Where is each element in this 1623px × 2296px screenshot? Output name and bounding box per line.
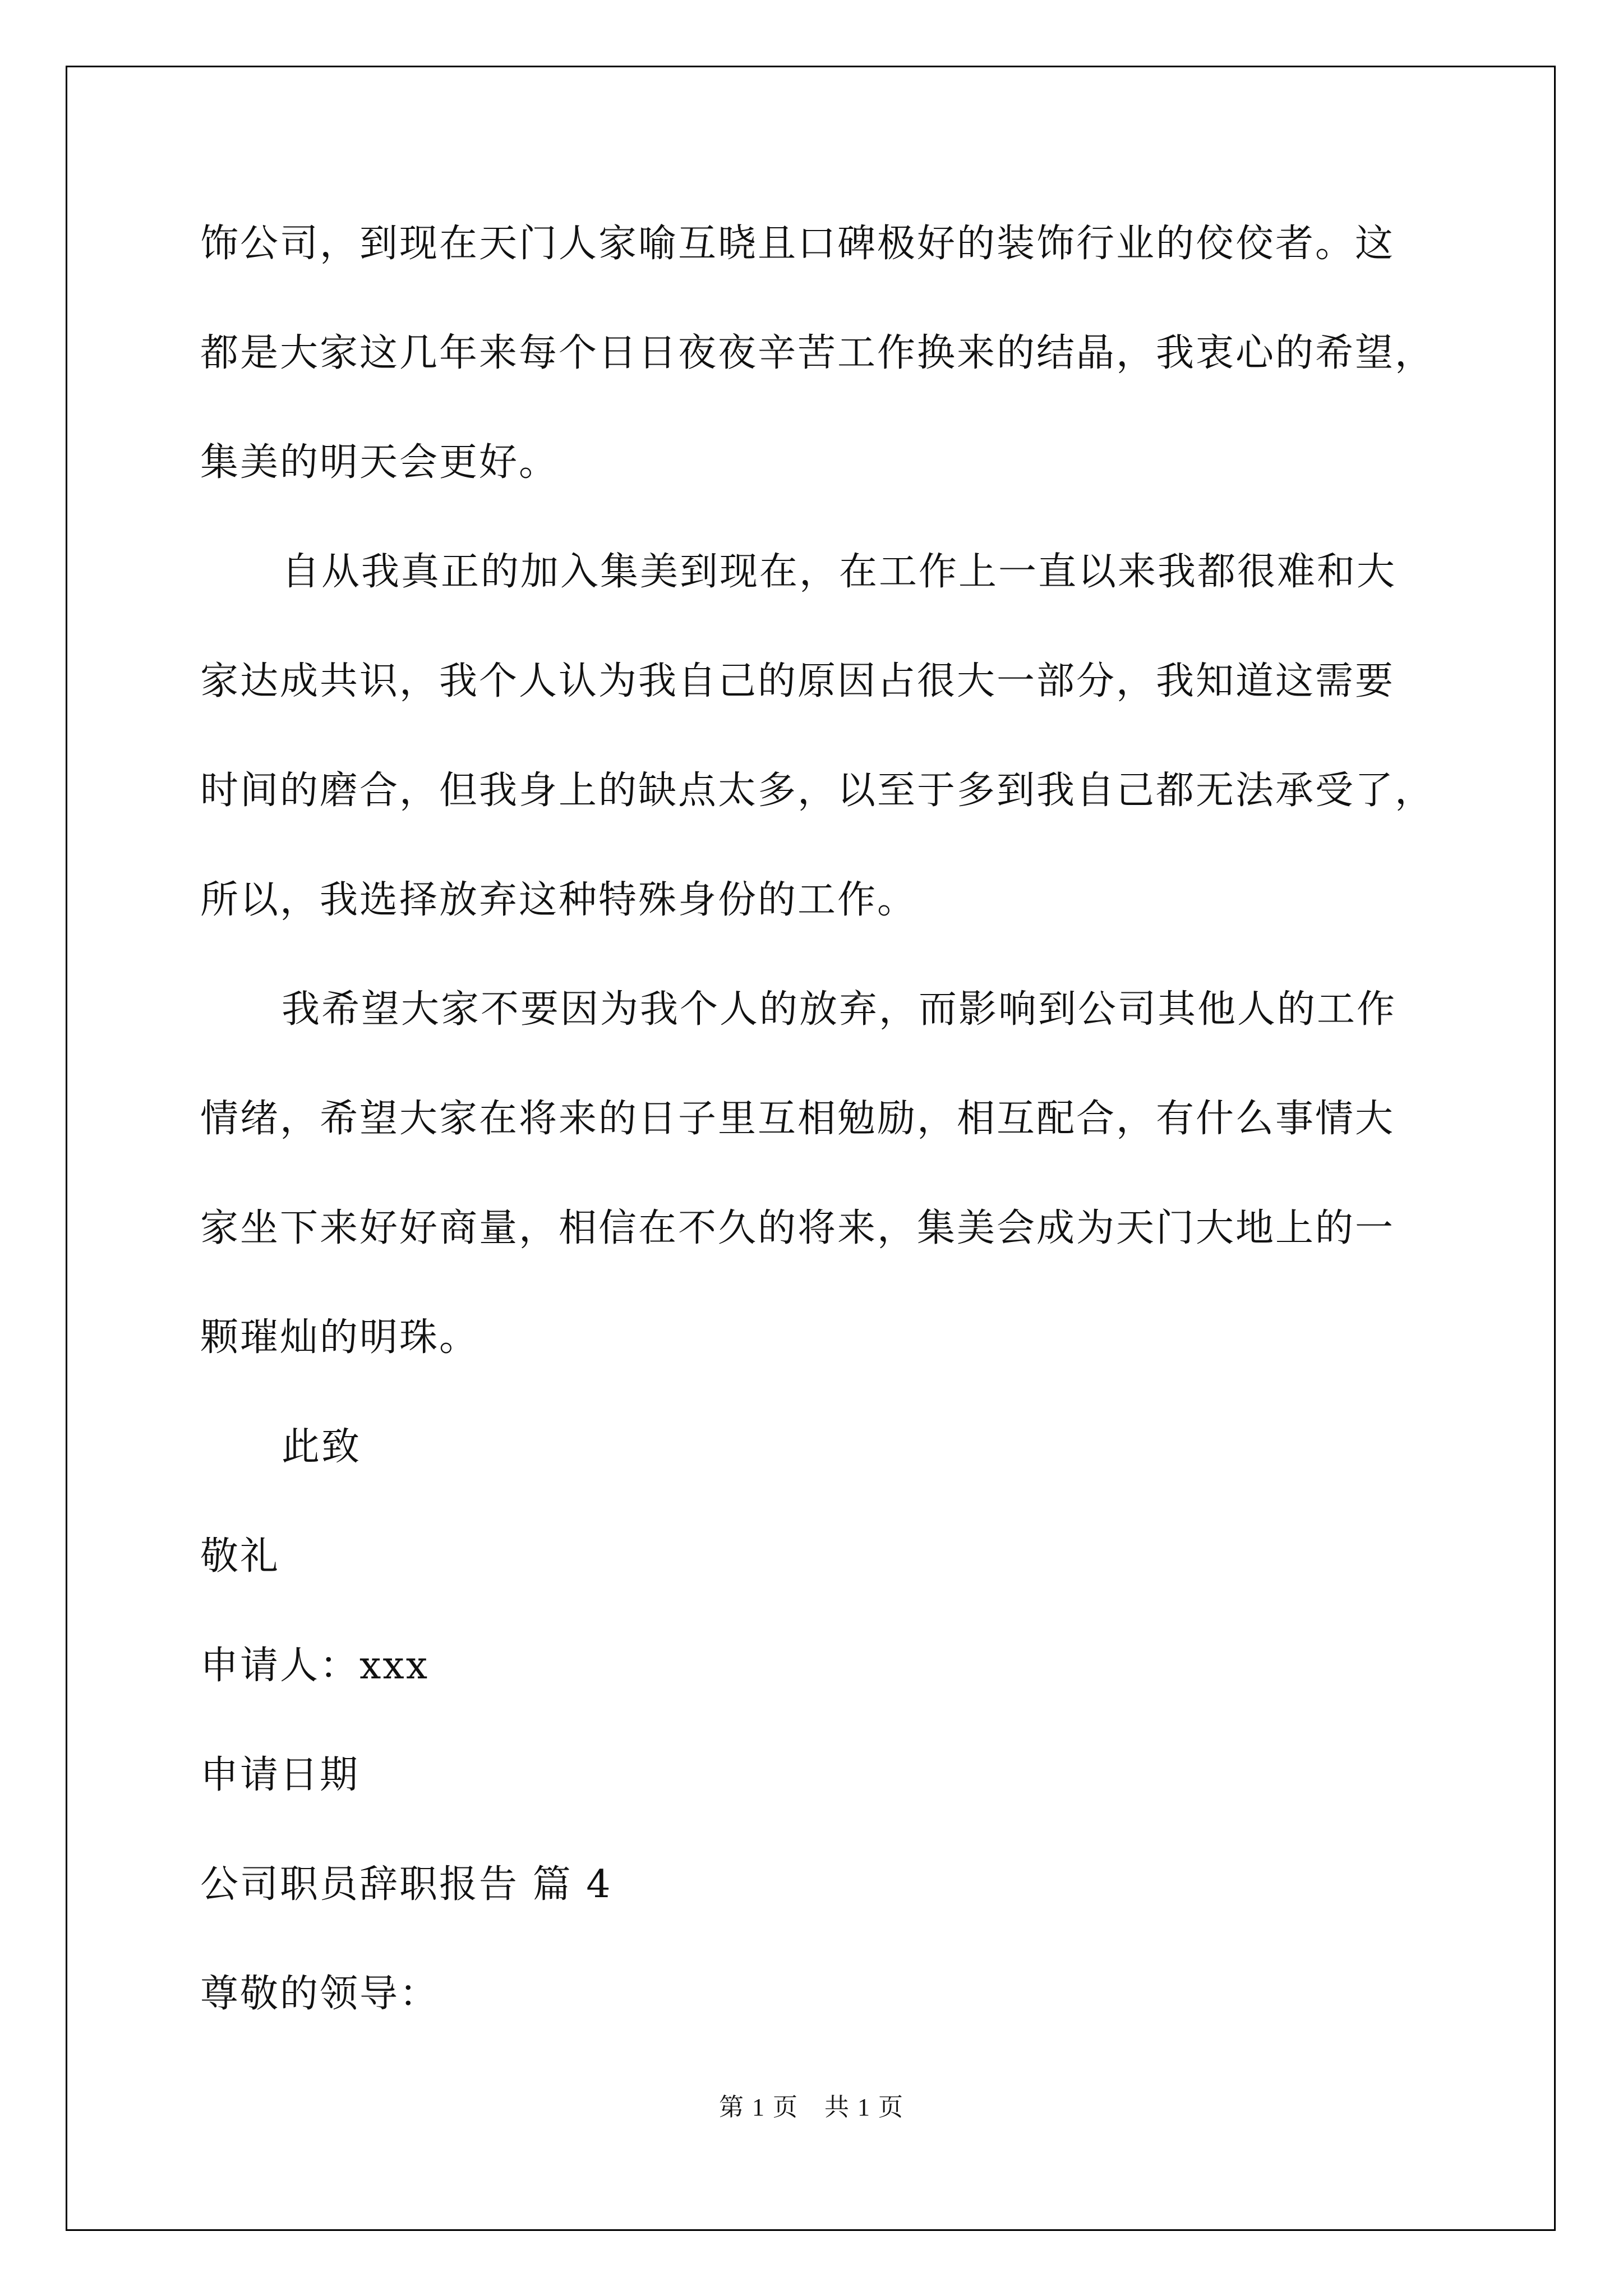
paragraph-1-line-3: 集美的明天会更好。 [200, 440, 559, 485]
closing-salutation: 此致 [282, 1425, 362, 1469]
paragraph-1-line-2: 都是大家这几年来每个日日夜夜辛苦工作换来的结晶，我衷心的希望， [200, 331, 1435, 375]
letter-greeting: 尊敬的领导： [200, 1972, 440, 2016]
paragraph-3-line-3: 家坐下来好好商量，相信在不久的将来，集美会成为天门大地上的一 [200, 1206, 1395, 1250]
applicant-line: 申请人：xxx [200, 1644, 430, 1688]
paragraph-2-line-4: 所以，我选择放弃这种特殊身份的工作。 [200, 878, 917, 922]
section-heading: 公司职员辞职报告 篇 4 [200, 1862, 612, 1907]
paragraph-3-line-2: 情绪，希望大家在将来的日子里互相勉励，相互配合，有什么事情大 [200, 1097, 1395, 1141]
paragraph-1-line-1: 饰公司，到现在天门人家喻互晓且口碑极好的装饰行业的佼佼者。这 [200, 222, 1395, 266]
paragraph-2-line-1: 自从我真正的加入集美到现在，在工作上一直以来我都很难和大 [282, 550, 1397, 594]
closing-regards: 敬礼 [200, 1534, 280, 1579]
application-date-line: 申请日期 [200, 1753, 360, 1797]
paragraph-2-line-2: 家达成共识，我个人认为我自己的原因占很大一部分，我知道这需要 [200, 659, 1395, 703]
paragraph-2-line-3: 时间的磨合，但我身上的缺点太多，以至于多到我自己都无法承受了， [200, 769, 1435, 813]
paragraph-3-line-1: 我希望大家不要因为我个人的放弃，而影响到公司其他人的工作 [282, 987, 1397, 1032]
paragraph-3-line-4: 颗璀灿的明珠。 [200, 1315, 479, 1360]
page-footer: 第 1 页 共 1 页 [719, 2093, 904, 2121]
